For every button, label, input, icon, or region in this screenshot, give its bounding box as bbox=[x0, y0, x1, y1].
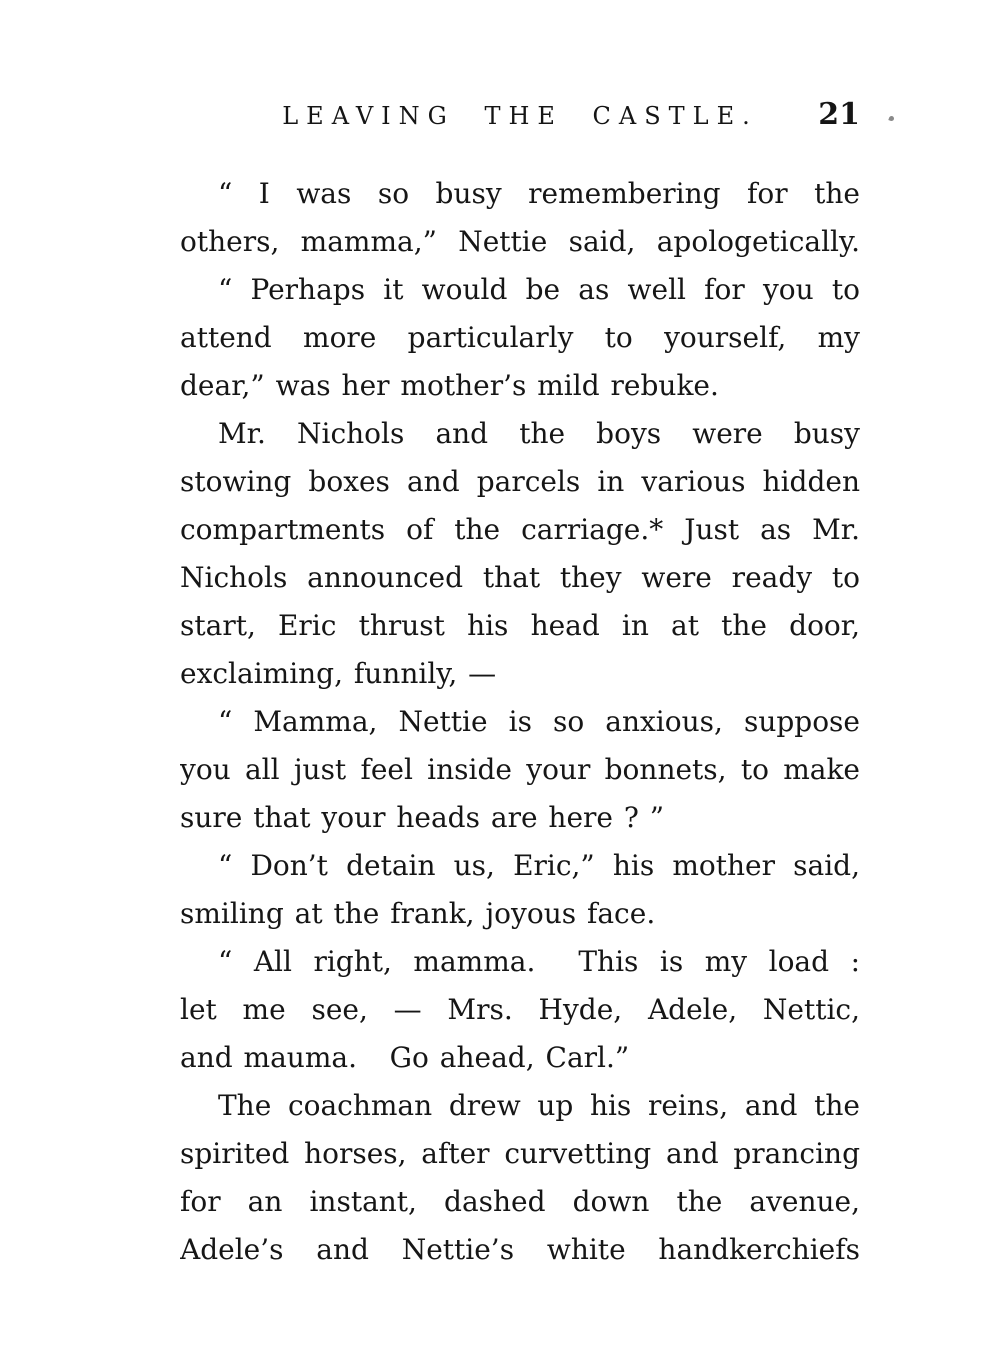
text-line: “ Perhaps it would be as well for you to bbox=[218, 273, 860, 306]
page-body bbox=[180, 170, 860, 1274]
text-line: dear,” was her mother’s mild rebuke. bbox=[180, 369, 719, 402]
text-line: smiling at the frank, joyous face. bbox=[180, 897, 656, 930]
text-line: “ Don’t detain us, Eric,” his mother said, bbox=[218, 849, 860, 882]
paragraph bbox=[180, 1082, 860, 1274]
text-line: stowing boxes and parcels in various hidden bbox=[180, 465, 860, 498]
page-header bbox=[180, 97, 860, 142]
running-header-title: LEAVING THE CASTLE. bbox=[282, 102, 758, 130]
text-line: exclaiming, funnily, — bbox=[180, 657, 497, 690]
text-line: sure that your heads are here ? ” bbox=[180, 801, 665, 834]
text-line: Adele’s and Nettie’s white handkerchiefs bbox=[180, 1233, 860, 1266]
text-line: “ All right, mamma. This is my load : bbox=[218, 945, 860, 978]
text-line: attend more particularly to yourself, my bbox=[180, 321, 860, 354]
text-line: compartments of the carriage.* Just as Mr. bbox=[180, 513, 860, 546]
text-line: Mr. Nichols and the boys were busy bbox=[218, 417, 860, 450]
text-line: spirited horses, after curvetting and prancing bbox=[180, 1137, 860, 1170]
paragraph bbox=[180, 698, 860, 842]
paragraph bbox=[180, 170, 860, 266]
page-number: 21 bbox=[818, 97, 860, 132]
paragraph bbox=[180, 938, 860, 1082]
text-line: for an instant, dashed down the avenue, bbox=[180, 1185, 860, 1218]
text-line: The coachman drew up his reins, and the bbox=[218, 1089, 860, 1122]
paragraph bbox=[180, 266, 860, 410]
text-line: others, mamma,” Nettie said, apologetically. bbox=[180, 225, 860, 258]
scan-speck bbox=[888, 115, 894, 121]
text-line: and mauma. Go ahead, Carl.” bbox=[180, 1041, 630, 1074]
text-line: “ Mamma, Nettie is so anxious, suppose bbox=[218, 705, 860, 738]
text-line: start, Eric thrust his head in at the door, bbox=[180, 609, 860, 642]
text-line: let me see, — Mrs. Hyde, Adele, Nettic, bbox=[180, 993, 860, 1026]
text-line: Nichols announced that they were ready to bbox=[180, 561, 860, 594]
paragraph bbox=[180, 410, 860, 698]
text-line: “ I was so busy remembering for the bbox=[218, 177, 860, 210]
text-line: you all just feel inside your bonnets, to make bbox=[180, 753, 860, 786]
paragraph bbox=[180, 842, 860, 938]
